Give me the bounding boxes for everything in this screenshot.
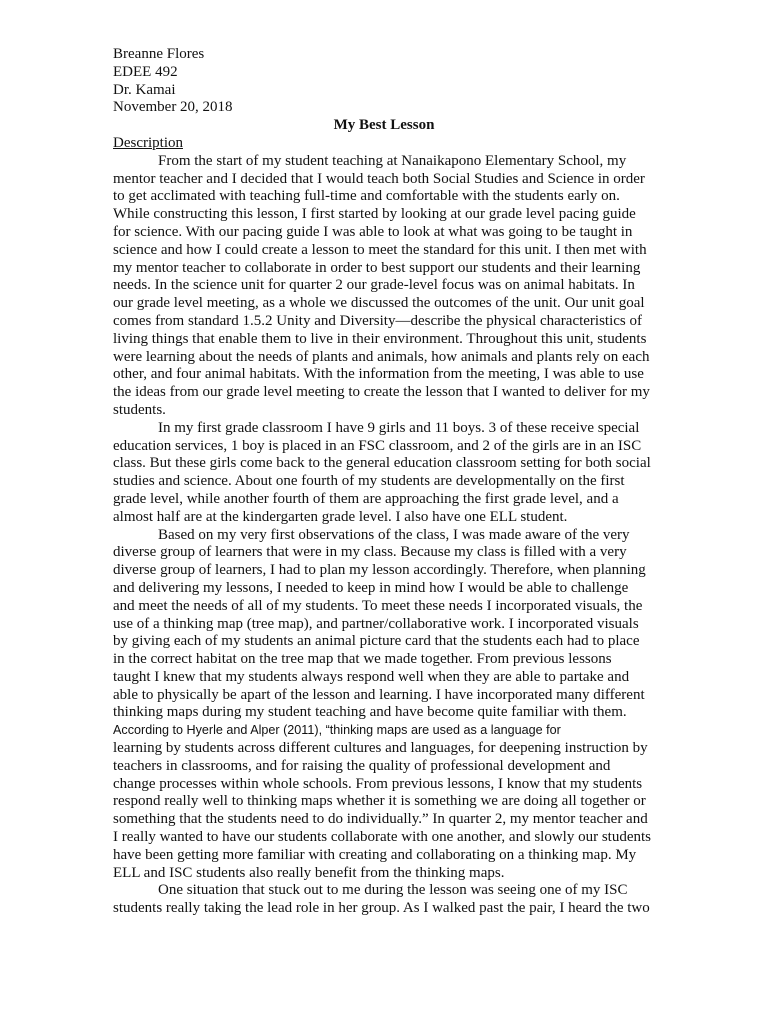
text-line: needs. In the science unit for quarter 2 our grade-level focus was on animal habitats. In [113, 277, 635, 294]
document-date: November 20, 2018 [113, 99, 233, 116]
text-line: studies and science. About one fourth of my students are developmentally on the first [113, 473, 625, 490]
author-name: Breanne Flores [113, 46, 205, 62]
text-line: for science. With our pacing guide I was able to look at what was going to be taught in [113, 223, 633, 240]
text-line: other, and four animal habitats. With the information from the meeting, I was able to use [113, 366, 644, 383]
text-line: thinking maps during my student teaching and have become quite familiar with them. [113, 704, 627, 721]
text-line: my mentor teacher to collaborate in order to best support our students and their learning [113, 259, 641, 276]
text-line: and delivering my lessons, I needed to keep in mind how I would be able to challenge [113, 579, 629, 596]
text-line: by giving each of my students an animal picture card that the students each had to place [113, 633, 640, 650]
text-line: education services, 1 boy is placed in an FSC classroom, and 2 of the girls are in an ISC [113, 437, 642, 454]
text-line: taught I knew that my students always respond well when they are able to partake and [113, 668, 630, 685]
text-line: According to Hyerle and Alper (2011), “thinking maps are used as a language for [113, 723, 561, 738]
text-line: respond really well to thinking maps whether it is something we are doing all together or [113, 793, 646, 810]
text-line: change processes within whole schools. From previous lessons, I know that my students [113, 775, 643, 792]
text-line: diverse group of learners that were in my class. Because my class is filled with a very [113, 544, 627, 561]
document-title: My Best Lesson [333, 117, 435, 134]
text-line: I really wanted to have our students collaborate with one another, and slowly our students [113, 829, 652, 846]
text-line: and meet the needs of all of my students. To meet these needs I incorporated visuals, the [113, 597, 643, 614]
text-line: From the start of my student teaching at Nanaikapono Elementary School, my [158, 152, 627, 169]
instructor-name: Dr. Kamai [113, 81, 176, 98]
text-line: mentor teacher and I decided that I would teach both Social Studies and Science in order [113, 170, 645, 187]
text-line: to get acclimated with teaching full-time and comfortable with the students early on. [113, 188, 620, 205]
text-line: In my first grade classroom I have 9 girls and 11 boys. 3 of these receive special [158, 419, 640, 436]
text-line: Based on my very first observations of the class, I was made aware of the very [158, 526, 630, 543]
text-line: teachers in classrooms, and for raising the quality of professional development and [113, 757, 611, 774]
section-heading-row [113, 135, 655, 153]
text-line: ELL and ISC students also really benefit from the thinking maps. [113, 864, 505, 881]
text-line: living things that enable them to live in their environment. Throughout this unit, students [113, 330, 647, 347]
body-paragraph [113, 153, 655, 420]
text-line: students. [113, 401, 166, 418]
text-line: almost half are at the kindergarten grade level. I also have one ELL student. [113, 508, 568, 525]
text-line: were learning about the needs of plants and animals, how animals and plants rely on each [113, 348, 650, 365]
text-line: learning by students across different cultures and languages, for deepening instruction by [113, 740, 648, 757]
text-line: While constructing this lesson, I first started by looking at our grade level pacing guide [113, 206, 636, 223]
section-heading: Description [113, 134, 183, 151]
body-paragraph [113, 420, 655, 527]
text-line: use of a thinking map (tree map), and partner/collaborative work. I incorporated visuals [113, 615, 639, 632]
text-line: able to physically be apart of the lesson and learning. I have incorporated many different [113, 686, 645, 703]
text-line: grade level, while another fourth of them are approaching the first grade level, and a [113, 490, 619, 507]
text-line: science and how I could create a lesson to meet the standard for this unit. I then met with [113, 241, 647, 258]
body-paragraph [113, 527, 655, 883]
course-code: EDEE 492 [113, 63, 178, 80]
text-line: our grade level meeting, as a whole we discussed the outcomes of the unit. Our unit goal [113, 295, 645, 312]
text-line: class. But these girls come back to the general education classroom setting for both social [113, 455, 651, 472]
text-line: in the correct habitat on the tree map that we made together. From previous lessons [113, 651, 612, 668]
body-paragraph [113, 882, 655, 918]
text-line: comes from standard 1.5.2 Unity and Diversity—describe the physical characteristics of [113, 312, 643, 329]
document-body [113, 153, 655, 918]
text-line: something that the students need to do individually.” In quarter 2, my mentor teacher and [113, 811, 648, 828]
text-line: the ideas from our grade level meeting to create the lesson that I wanted to deliver for my [113, 384, 650, 401]
text-line: diverse group of learners, I had to plan my lesson accordingly. Therefore, when planning [113, 562, 646, 579]
document-header [113, 46, 655, 117]
text-line: students really taking the lead role in her group. As I walked past the pair, I heard the two [113, 900, 650, 917]
text-line: One situation that stuck out to me during the lesson was seeing one of my ISC [158, 882, 628, 899]
text-line: have been getting more familiar with creating and collaborating on a thinking map. My [113, 846, 637, 863]
